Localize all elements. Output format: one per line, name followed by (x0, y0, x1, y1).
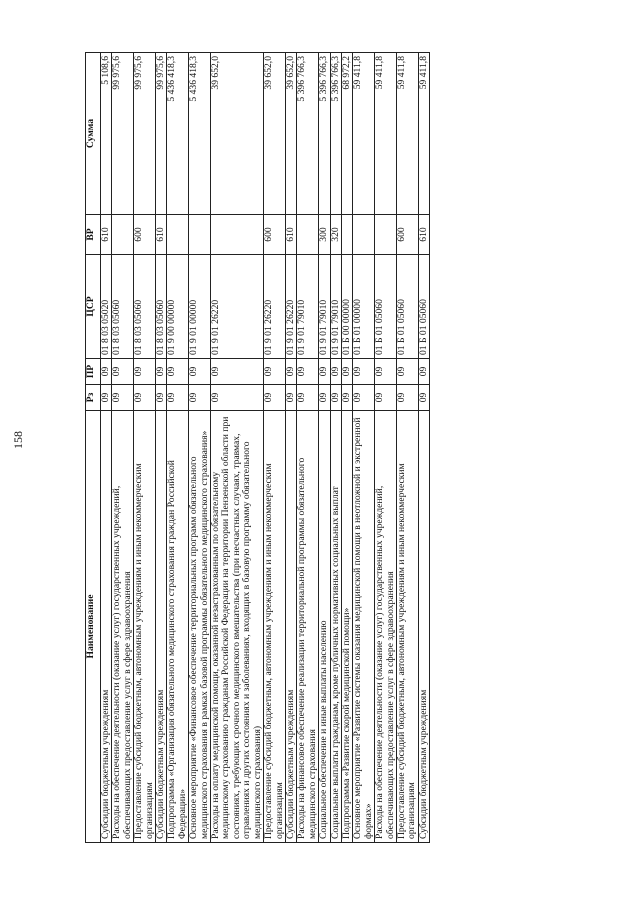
table-row (264, 53, 286, 843)
cell-csr: 01 Б 01 00000 (353, 255, 375, 359)
table-row (189, 53, 211, 843)
cell-rz: 09 (396, 385, 418, 411)
table-row (330, 53, 341, 843)
cell-csr: 01 Б 01 05060 (375, 255, 397, 359)
table-row (297, 53, 319, 843)
cell-rz: 09 (285, 385, 296, 411)
cell-pr: 09 (134, 359, 156, 385)
cell-csr: 01 8 03 05060 (112, 255, 134, 359)
cell-rz: 09 (101, 385, 112, 411)
cell-csr: 01 9 01 79010 (319, 255, 330, 359)
header-csr: ЦСР (86, 255, 101, 359)
cell-name: Предоставление субсидий бюджетным, автономным учреждениям и иным некоммерческим организациям (134, 411, 156, 843)
table-row (396, 53, 418, 843)
cell-name: Основное мероприятие «Финансовое обеспечение территориальных программ обязательного медицинского страхования в рамках базовой программы обязательного медицинского страхования» (189, 411, 211, 843)
cell-vr (353, 215, 375, 255)
cell-rz: 09 (112, 385, 134, 411)
cell-rz: 09 (211, 385, 264, 411)
cell-name: Расходы на финансовое обеспечение реализации территориальной программы обязательного медицинского страхования (297, 411, 319, 843)
cell-vr (297, 215, 319, 255)
cell-name: Предоставление субсидий бюджетным, автономным учреждениям и иным некоммерческим организациям (396, 411, 418, 843)
cell-vr: 610 (101, 215, 112, 255)
cell-name: Расходы на оплату медицинской помощи, оказанной незастрахованным по обязательному медицинскому страхованию гражданам Российской Федерации на территории Пензенской области при состояниях, требующих срочного медицинского вмешательства (при несчастных случаях, травмах, отравлениях и других состояниях и заболеваниях, входящих в базовую программу обязательного медицинского страхования) (211, 411, 264, 843)
table-header-row (86, 53, 101, 843)
cell-pr: 09 (167, 359, 189, 385)
cell-vr: 300 (319, 215, 330, 255)
cell-pr: 09 (319, 359, 330, 385)
table-row (112, 53, 134, 843)
cell-rz: 09 (375, 385, 397, 411)
cell-pr: 09 (189, 359, 211, 385)
cell-pr: 09 (418, 359, 429, 385)
cell-sum: 39 652,0 (211, 53, 264, 215)
table-row (341, 53, 352, 843)
cell-vr: 610 (285, 215, 296, 255)
cell-name: Подпрограмма «Развитие скорой медицинской помощи» (341, 411, 352, 843)
cell-sum: 59 411,8 (396, 53, 418, 215)
cell-name: Субсидии бюджетным учреждениям (156, 411, 167, 843)
cell-vr (112, 215, 134, 255)
cell-sum: 5 436 418,3 (189, 53, 211, 215)
table-row (375, 53, 397, 843)
cell-vr (341, 215, 352, 255)
cell-rz: 09 (189, 385, 211, 411)
cell-csr: 01 8 03 05060 (134, 255, 156, 359)
cell-csr: 01 Б 01 05060 (418, 255, 429, 359)
cell-csr: 01 9 01 26220 (264, 255, 286, 359)
cell-csr: 01 9 00 00000 (167, 255, 189, 359)
cell-pr: 09 (285, 359, 296, 385)
cell-vr (375, 215, 397, 255)
cell-vr: 600 (396, 215, 418, 255)
cell-csr: 01 8 03 05060 (156, 255, 167, 359)
cell-csr: 01 Б 01 05060 (396, 255, 418, 359)
cell-pr: 09 (297, 359, 319, 385)
cell-name: Социальное обеспечение и иные выплаты населению (319, 411, 330, 843)
header-pr: ПР (86, 359, 101, 385)
cell-vr: 600 (134, 215, 156, 255)
cell-pr: 09 (330, 359, 341, 385)
cell-rz: 09 (319, 385, 330, 411)
cell-pr: 09 (375, 359, 397, 385)
header-rz: Рз (86, 385, 101, 411)
cell-rz: 09 (330, 385, 341, 411)
header-name: Наименование (86, 411, 101, 843)
cell-csr: 01 9 01 26220 (211, 255, 264, 359)
cell-rz: 09 (353, 385, 375, 411)
cell-sum: 39 652,0 (285, 53, 296, 215)
cell-sum: 99 975,6 (112, 53, 134, 215)
budget-table (85, 52, 430, 843)
cell-pr: 09 (211, 359, 264, 385)
cell-vr: 320 (330, 215, 341, 255)
cell-sum: 68 972,2 (341, 53, 352, 215)
cell-csr: 01 9 01 79010 (297, 255, 319, 359)
cell-pr: 09 (264, 359, 286, 385)
cell-name: Предоставление субсидий бюджетным, автономным учреждениям и иным некоммерческим организациям (264, 411, 286, 843)
cell-csr: 01 9 01 26220 (285, 255, 296, 359)
cell-vr: 600 (264, 215, 286, 255)
cell-pr: 09 (101, 359, 112, 385)
cell-rz: 09 (167, 385, 189, 411)
table-body (101, 53, 430, 843)
table-row (211, 53, 264, 843)
cell-rz: 09 (341, 385, 352, 411)
cell-pr: 09 (112, 359, 134, 385)
cell-sum: 5 396 766,3 (330, 53, 341, 215)
table-row (167, 53, 189, 843)
cell-pr: 09 (156, 359, 167, 385)
cell-name: Подпрограмма «Организация обязательного медицинского страхования граждан Российской Федерации» (167, 411, 189, 843)
cell-sum: 39 652,0 (264, 53, 286, 215)
cell-vr (189, 215, 211, 255)
cell-rz: 09 (264, 385, 286, 411)
cell-sum: 5 396 766,3 (319, 53, 330, 215)
cell-name: Расходы на обеспечение деятельности (оказание услуг) государственных учреждений, обеспечивающих предоставление услуг в сфере здравоохранения (112, 411, 134, 843)
cell-vr: 610 (418, 215, 429, 255)
cell-name: Основное мероприятие «Развитие системы оказания медицинской помощи в неотложной и экстренной формах» (353, 411, 375, 843)
cell-vr (167, 215, 189, 255)
table-row (285, 53, 296, 843)
cell-csr: 01 8 03 05020 (101, 255, 112, 359)
cell-name: Субсидии бюджетным учреждениям (418, 411, 429, 843)
cell-sum: 59 411,8 (375, 53, 397, 215)
header-vr: ВР (86, 215, 101, 255)
table-row (319, 53, 330, 843)
cell-rz: 09 (156, 385, 167, 411)
cell-pr: 09 (353, 359, 375, 385)
cell-vr (211, 215, 264, 255)
cell-name: Субсидии бюджетным учреждениям (285, 411, 296, 843)
cell-rz: 09 (297, 385, 319, 411)
cell-sum: 59 411,8 (353, 53, 375, 215)
cell-sum: 5 108,6 (101, 53, 112, 215)
table-row (156, 53, 167, 843)
cell-sum: 99 975,6 (156, 53, 167, 215)
cell-csr: 01 9 01 00000 (189, 255, 211, 359)
cell-rz: 09 (418, 385, 429, 411)
cell-rz: 09 (134, 385, 156, 411)
cell-csr: 01 Б 00 00000 (341, 255, 352, 359)
cell-name: Субсидии бюджетным учреждениям (101, 411, 112, 843)
table-row (101, 53, 112, 843)
cell-name: Расходы на обеспечение деятельности (оказание услуг) государственных учреждений, обеспечивающих предоставление услуг в сфере здравоохранения (375, 411, 397, 843)
table-row (353, 53, 375, 843)
page-number: 158 (11, 431, 25, 449)
table-row (134, 53, 156, 843)
header-sum: Сумма (86, 53, 101, 215)
cell-sum: 5 436 418,3 (167, 53, 189, 215)
cell-sum: 99 975,6 (134, 53, 156, 215)
cell-sum: 59 411,8 (418, 53, 429, 215)
budget-table-container (85, 53, 563, 843)
cell-name: Социальные выплаты гражданам, кроме публичных нормативных социальных выплат (330, 411, 341, 843)
cell-csr: 01 9 01 79010 (330, 255, 341, 359)
cell-vr: 610 (156, 215, 167, 255)
table-row (418, 53, 429, 843)
cell-pr: 09 (396, 359, 418, 385)
cell-sum: 5 396 766,3 (297, 53, 319, 215)
cell-pr: 09 (341, 359, 352, 385)
